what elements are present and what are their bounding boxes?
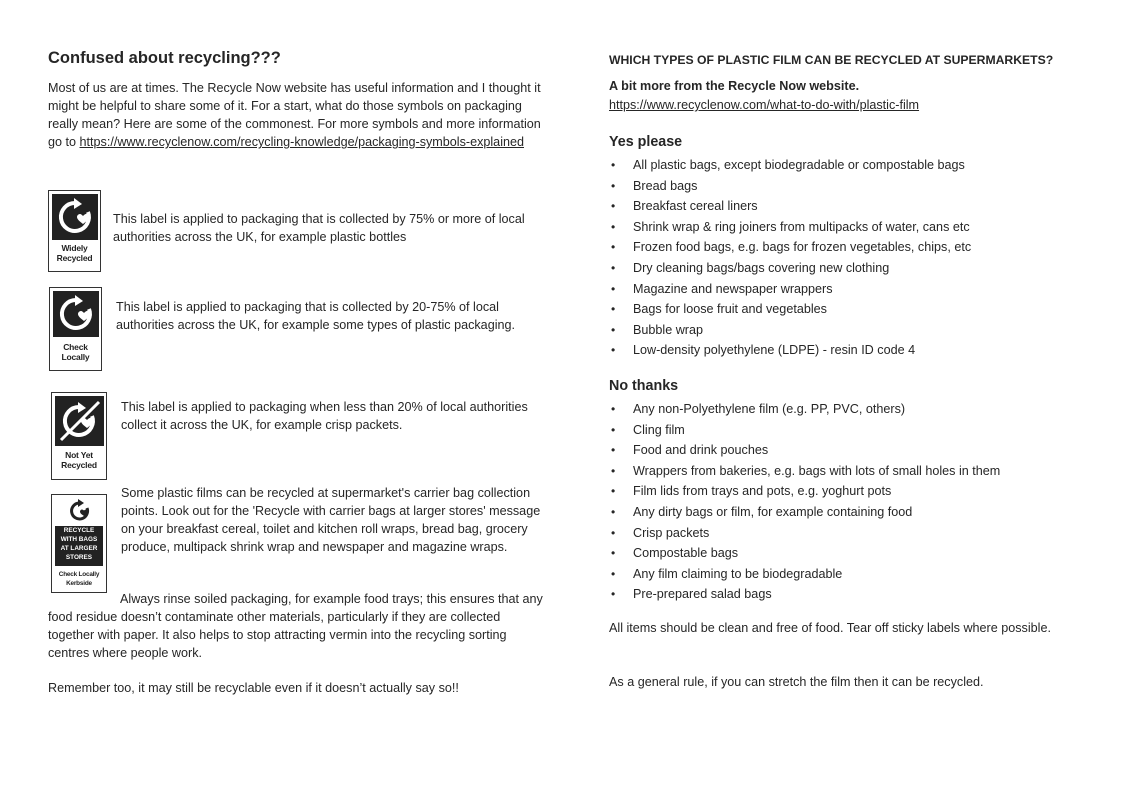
check-caption-2: Locally — [61, 352, 90, 362]
list-item: • Frozen food bags, e.g. bags for frozen vegetables, chips, etc — [609, 237, 1079, 258]
bags-bottom-2: Kerbside — [66, 579, 92, 587]
list-item: • Food and drink pouches — [609, 440, 1079, 461]
intro-paragraph — [48, 79, 543, 151]
bags-caption-2: WITH BAGS — [60, 536, 98, 543]
list-item: • Breakfast cereal liners — [609, 196, 1079, 217]
no-thanks-heading: No thanks — [609, 378, 679, 394]
yes-please-list — [609, 155, 1079, 361]
crossed-recycle-loop-icon — [55, 396, 104, 446]
not-yet-recycled-description: This label is applied to packaging when less than 20% of local authorities collect it across the UK, for example crisp packets. — [121, 400, 528, 432]
list-item: • Dry cleaning bags/bags covering new clothing — [609, 258, 1079, 279]
check-locally-symbol — [49, 287, 102, 371]
intro-text: Most of us are at times. The Recycle Now website has useful information and I thought it might be helpful to share some of it. For a start, what do those symbols on packaging really mean? Here are some of the commonest. For more symbols and more information go to — [48, 81, 541, 149]
list-item: • Any non-Polyethylene film (e.g. PP, PVC, others) — [609, 399, 1079, 420]
not-yet-caption-2: Recycled — [61, 460, 97, 470]
recycle-with-bags-symbol — [51, 494, 107, 593]
bags-caption-4: STORES — [65, 554, 93, 561]
recycle-now-subheading: A bit more from the Recycle Now website. — [609, 79, 860, 93]
symbols-explained-link[interactable]: https://www.recyclenow.com/recycling-knowledge/packaging-symbols-explained — [79, 135, 524, 149]
bags-bottom-1: Check Locally — [58, 571, 100, 578]
list-item: • Any dirty bags or film, for example containing food — [609, 502, 1079, 523]
list-item: • Shrink wrap & ring joiners from multipacks of water, cans etc — [609, 217, 1079, 238]
list-item: • Film lids from trays and pots, e.g. yoghurt pots — [609, 481, 1079, 502]
clean-items-note: All items should be clean and free of food. Tear off sticky labels where possible. — [609, 621, 1051, 635]
list-item: • Wrappers from bakeries, e.g. bags with lots of small holes in them — [609, 461, 1079, 482]
recycle-loop-icon — [52, 498, 106, 529]
plastic-film-heading: WHICH TYPES OF PLASTIC FILM CAN BE RECYCLED AT SUPERMARKETS? — [609, 53, 1054, 67]
remember-paragraph: Remember too, it may still be recyclable even if it doesn’t actually say so!! — [48, 681, 459, 695]
widely-recycled-symbol — [48, 190, 101, 272]
not-yet-caption-1: Not Yet — [65, 450, 93, 460]
yes-please-heading: Yes please — [609, 134, 683, 150]
list-item: • Magazine and newspaper wrappers — [609, 279, 1079, 300]
supermarket-film-description: Some plastic films can be recycled at supermarket's carrier bag collection points. Look out for the 'Recycle with carrier bags at larger stores' message on your breakfast cereal, toilet and kitchen roll wraps, bread bag, grocery produce, multipack shrink wrap and newspaper and magazine wraps. — [121, 486, 541, 554]
check-locally-description: This label is applied to packaging that is collected by 20-75% of local authorities across the UK, for example some types of plastic packaging. — [116, 300, 515, 332]
list-item: • Bread bags — [609, 176, 1079, 197]
rinse-paragraph: Always rinse soiled packaging, for example food trays; this ensures that any food residue doesn’t contaminate other materials, particularly if they are collected together with paper. It also helps to stop attracting vermin into the recycling sorting centres where people work. — [48, 592, 543, 660]
stretch-rule-note: As a general rule, if you can stretch the film then it can be recycled. — [609, 675, 984, 689]
bags-caption-3: AT LARGER — [60, 545, 98, 552]
list-item: • Cling film — [609, 420, 1079, 441]
check-caption-1: Check — [63, 342, 88, 352]
recycle-loop-icon — [52, 194, 98, 240]
list-item: • Crisp packets — [609, 523, 1079, 544]
page-title: Confused about recycling??? — [48, 49, 281, 67]
recycle-with-bags-banner — [55, 526, 103, 566]
plastic-film-link[interactable]: https://www.recyclenow.com/what-to-do-with/plastic-film — [609, 98, 920, 112]
widely-caption-2: Recycled — [56, 253, 93, 263]
list-item: • All plastic bags, except biodegradable or compostable bags — [609, 155, 1079, 176]
list-item: • Bags for loose fruit and vegetables — [609, 299, 1079, 320]
list-item: • Low-density polyethylene (LDPE) - resin ID code 4 — [609, 340, 1079, 361]
list-item: • Any film claiming to be biodegradable — [609, 564, 1079, 585]
bags-caption-1: RECYCLE — [63, 527, 95, 534]
not-yet-recycled-symbol — [51, 392, 107, 480]
list-item: • Bubble wrap — [609, 320, 1079, 341]
list-item: • Compostable bags — [609, 543, 1079, 564]
list-item: • Pre-prepared salad bags — [609, 584, 1079, 605]
recycle-loop-icon — [53, 291, 99, 337]
no-thanks-list — [609, 399, 1079, 605]
widely-caption-1: Widely — [61, 243, 88, 253]
widely-recycled-description: This label is applied to packaging that is collected by 75% or more of local authorities across the UK, for example plastic bottles — [113, 212, 525, 244]
